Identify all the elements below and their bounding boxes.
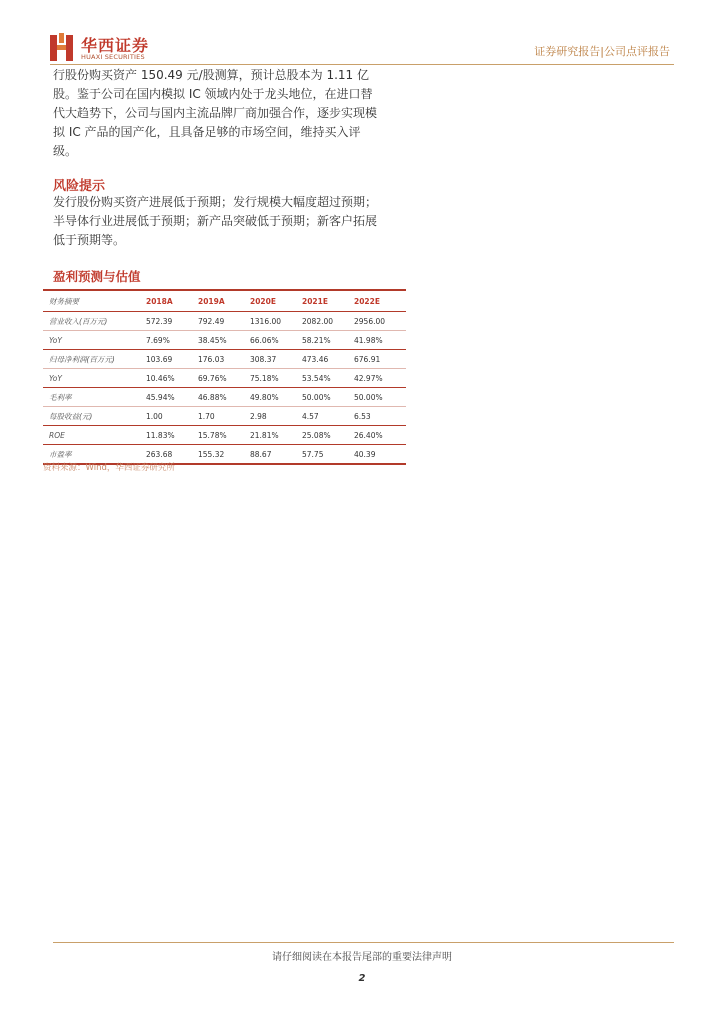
table-cell: 1.70 [198, 411, 215, 421]
intro-line: 代大趋势下，公司与国内主流品牌厂商加强合作，逐步实现模 [53, 106, 378, 120]
table-row [43, 330, 406, 349]
table-cell: 50.00% [354, 392, 383, 402]
huaxi-logo-icon [50, 33, 74, 63]
table-header-cell: 2019A [198, 296, 225, 306]
table-cell: 53.54% [302, 373, 331, 383]
table-row [43, 406, 406, 425]
table-cell: 7.69% [146, 335, 170, 345]
risk-paragraph [53, 193, 403, 250]
table-header-cell: 2018A [146, 296, 173, 306]
table-row [43, 349, 406, 368]
table-cell: 10.46% [146, 373, 175, 383]
page-number: 2 [358, 973, 366, 984]
table-cell: 38.45% [198, 335, 227, 345]
table-cell: 6.53 [354, 411, 371, 421]
table-cell: 46.88% [198, 392, 227, 402]
table-cell: 792.49 [198, 316, 225, 326]
table-header-cell: 财务摘要 [49, 296, 79, 306]
table-cell: 26.40% [354, 430, 383, 440]
intro-line: 级。 [53, 144, 78, 158]
table-cell: 2.98 [250, 411, 267, 421]
intro-line: 行股份购买资产 150.49 元/股测算，预计总股本为 1.11 亿 [53, 68, 370, 82]
table-cell: 2956.00 [354, 316, 386, 326]
table-row [43, 387, 406, 406]
table-cell: 1316.00 [250, 316, 282, 326]
row-label: 归母净利润(百万元) [49, 354, 115, 364]
risk-line: 半导体行业进展低于预期；新产品突破低于预期；新客户拓展 [53, 214, 378, 228]
intro-paragraph [53, 66, 403, 161]
footer-divider [53, 942, 674, 943]
table-cell: 4.57 [302, 411, 319, 421]
table-cell: 176.03 [198, 354, 225, 364]
table-cell: 572.39 [146, 316, 173, 326]
table-cell: 66.06% [250, 335, 279, 345]
intro-line: 拟 IC 产品的国产化，且具备足够的市场空间，维持买入评 [53, 125, 361, 139]
table-cell: 2082.00 [302, 316, 334, 326]
table-source-note: 资料来源：Wind，华西证券研究所 [43, 463, 175, 473]
row-label: 市盈率 [49, 449, 72, 459]
table-cell: 1.00 [146, 411, 163, 421]
row-label: 毛利率 [49, 392, 72, 402]
row-label: YoY [49, 373, 62, 383]
table-cell: 75.18% [250, 373, 279, 383]
forecast-section-title: 盈利预测与估值 [53, 269, 141, 284]
table-cell: 25.08% [302, 430, 331, 440]
table-cell: 69.76% [198, 373, 227, 383]
table-cell: 11.83% [146, 430, 175, 440]
table-row [43, 425, 406, 444]
table-cell: 15.78% [198, 430, 227, 440]
table-cell: 308.37 [250, 354, 277, 364]
report-type-label: 证券研究报告|公司点评报告 [534, 45, 670, 58]
table-cell: 676.91 [354, 354, 381, 364]
row-label: 营业收入(百万元) [49, 316, 108, 326]
financial-summary-table [43, 289, 406, 465]
table-cell: 263.68 [146, 449, 173, 459]
risk-line: 低于预期等。 [53, 233, 126, 247]
table-cell: 49.80% [250, 392, 279, 402]
row-label: YoY [49, 335, 62, 345]
table-cell: 21.81% [250, 430, 279, 440]
row-label: ROE [49, 430, 65, 440]
table-cell: 473.46 [302, 354, 329, 364]
header-divider [50, 64, 674, 65]
table-cell: 88.67 [250, 449, 272, 459]
table-cell: 57.75 [302, 449, 324, 459]
page-header [0, 0, 724, 68]
table-header-cell: 2020E [250, 296, 276, 306]
logo-english-name: HUAXI SECURITIES [81, 53, 145, 61]
table-cell: 42.97% [354, 373, 383, 383]
row-label: 每股收益(元) [49, 411, 93, 421]
intro-line: 股。鉴于公司在国内模拟 IC 领域内处于龙头地位，在进口替 [53, 87, 373, 101]
table-cell: 155.32 [198, 449, 225, 459]
logo-chinese-name: 华西证券 [81, 36, 150, 55]
table-row [43, 311, 406, 330]
table-cell: 41.98% [354, 335, 383, 345]
table-cell: 45.94% [146, 392, 175, 402]
table-header-row [43, 291, 406, 311]
risk-section-title: 风险提示 [53, 179, 106, 194]
table-row [43, 368, 406, 387]
risk-line: 发行股份购买资产进展低于预期；发行规模大幅度超过预期； [53, 195, 378, 209]
table-cell: 58.21% [302, 335, 331, 345]
table-header-cell: 2021E [302, 296, 328, 306]
company-logo [50, 33, 210, 63]
table-cell: 103.69 [146, 354, 173, 364]
table-cell: 40.39 [354, 449, 376, 459]
table-header-cell: 2022E [354, 296, 380, 306]
table-cell: 50.00% [302, 392, 331, 402]
legal-disclaimer-link: 请仔细阅读在本报告尾部的重要法律声明 [272, 952, 452, 963]
